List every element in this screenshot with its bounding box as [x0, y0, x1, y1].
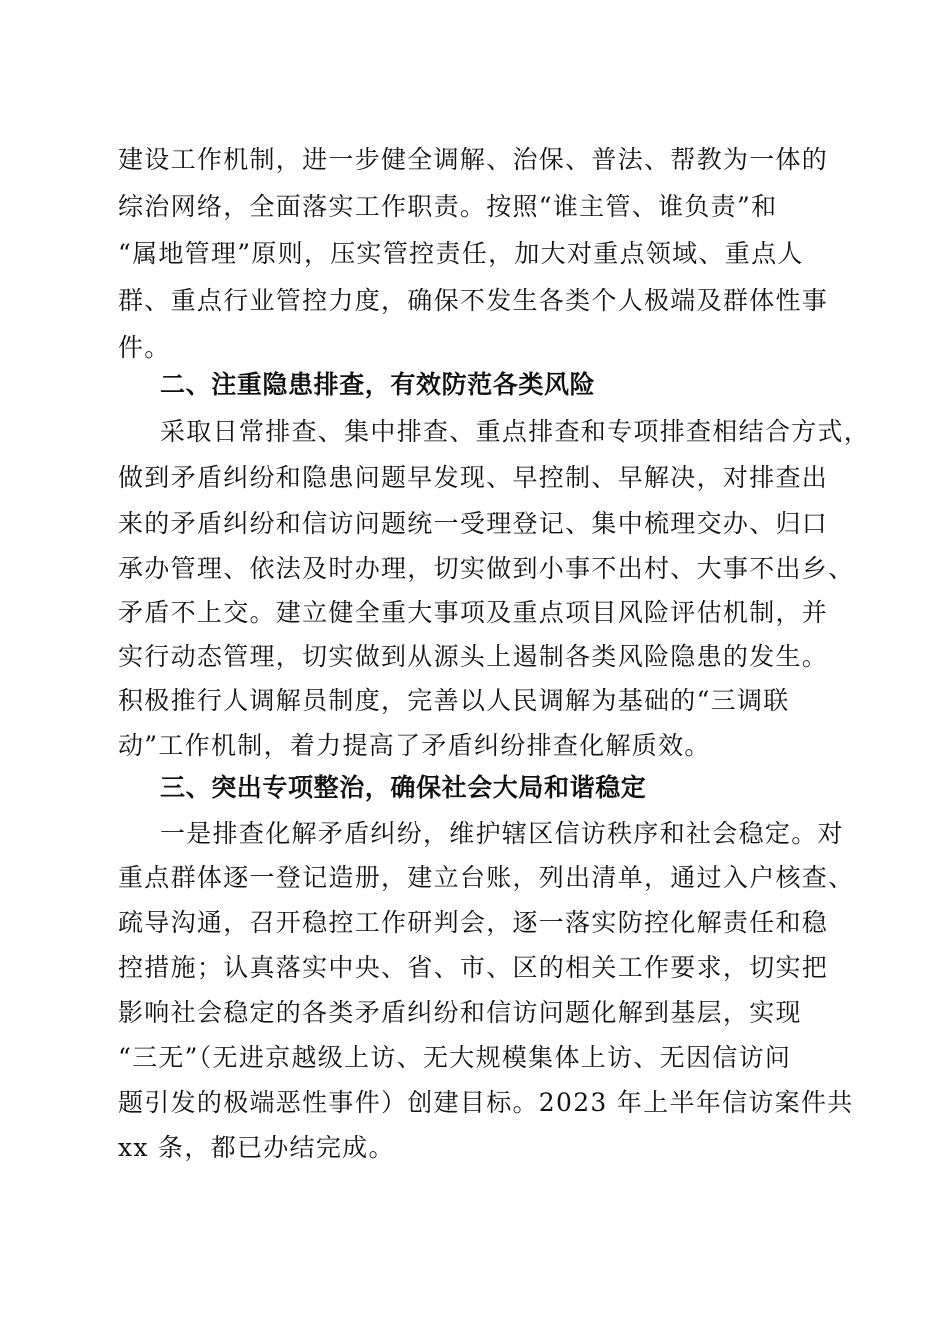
paragraph-line: “三无”（无进京越级上访、无大规模集体上访、无因信访问	[118, 1043, 792, 1072]
paragraph-line: 承办管理、依法及时办理，切实做到小事不出村、大事不出乡、	[118, 554, 855, 583]
paragraph-line: 建设工作机制，进一步健全调解、治保、普法、帮教为一体的	[118, 145, 829, 174]
paragraph-line: 疏导沟通，召开稳控工作研判会，逐一落实防控化解责任和稳	[118, 908, 829, 937]
paragraph-line: 题引发的极端恶性事件）创建目标。2023 年上半年信访案件共	[118, 1088, 854, 1117]
paragraph-line: 动”工作机制，着力提高了矛盾纠纷排查化解质效。	[118, 731, 711, 760]
paragraph-line: 采取日常排查、集中排查、重点排查和专项排查相结合方式，	[160, 417, 871, 446]
paragraph-line: 一是排查化解矛盾纠纷，维护辖区信访秩序和社会稳定。对	[160, 819, 844, 848]
paragraph-line: xx 条，都已办结完成。	[118, 1133, 395, 1162]
paragraph-line: 做到矛盾纠纷和隐患问题早发现、早控制、早解决，对排查出	[118, 463, 829, 492]
section-heading-3: 三、突出专项整治，确保社会大局和谐稳定	[160, 773, 647, 802]
paragraph-line: 来的矛盾纠纷和信访问题统一受理登记、集中梳理交办、归口	[118, 509, 829, 538]
paragraph-line: 积极推行人调解员制度，完善以人民调解为基础的“三调联	[118, 686, 790, 715]
paragraph-line: 件。	[118, 333, 171, 362]
paragraph-line: 影响社会稳定的各类矛盾纠纷和信访问题化解到基层，实现	[118, 998, 802, 1027]
paragraph-line: 综治网络，全面落实工作职责。按照“谁主管、谁负责”和	[118, 192, 778, 221]
paragraph-line: 群、重点行业管控力度，确保不发生各类个人极端及群体性事	[118, 286, 829, 315]
document-body	[118, 0, 871, 1344]
paragraph-line: 控措施；认真落实中央、省、市、区的相关工作要求，切实把	[118, 953, 829, 982]
section-heading-2: 二、注重隐患排查，有效防范各类风险	[160, 370, 596, 399]
paragraph-line: 实行动态管理，切实做到从源头上遏制各类风险隐患的发生。	[118, 642, 829, 671]
paragraph-line: “属地管理”原则，压实管控责任，加大对重点领域、重点人	[118, 239, 804, 268]
paragraph-line: 重点群体逐一登记造册，建立台账，列出清单，通过入户核查、	[118, 863, 855, 892]
paragraph-line: 矛盾不上交。建立健全重大事项及重点项目风险评估机制，并	[118, 598, 829, 627]
